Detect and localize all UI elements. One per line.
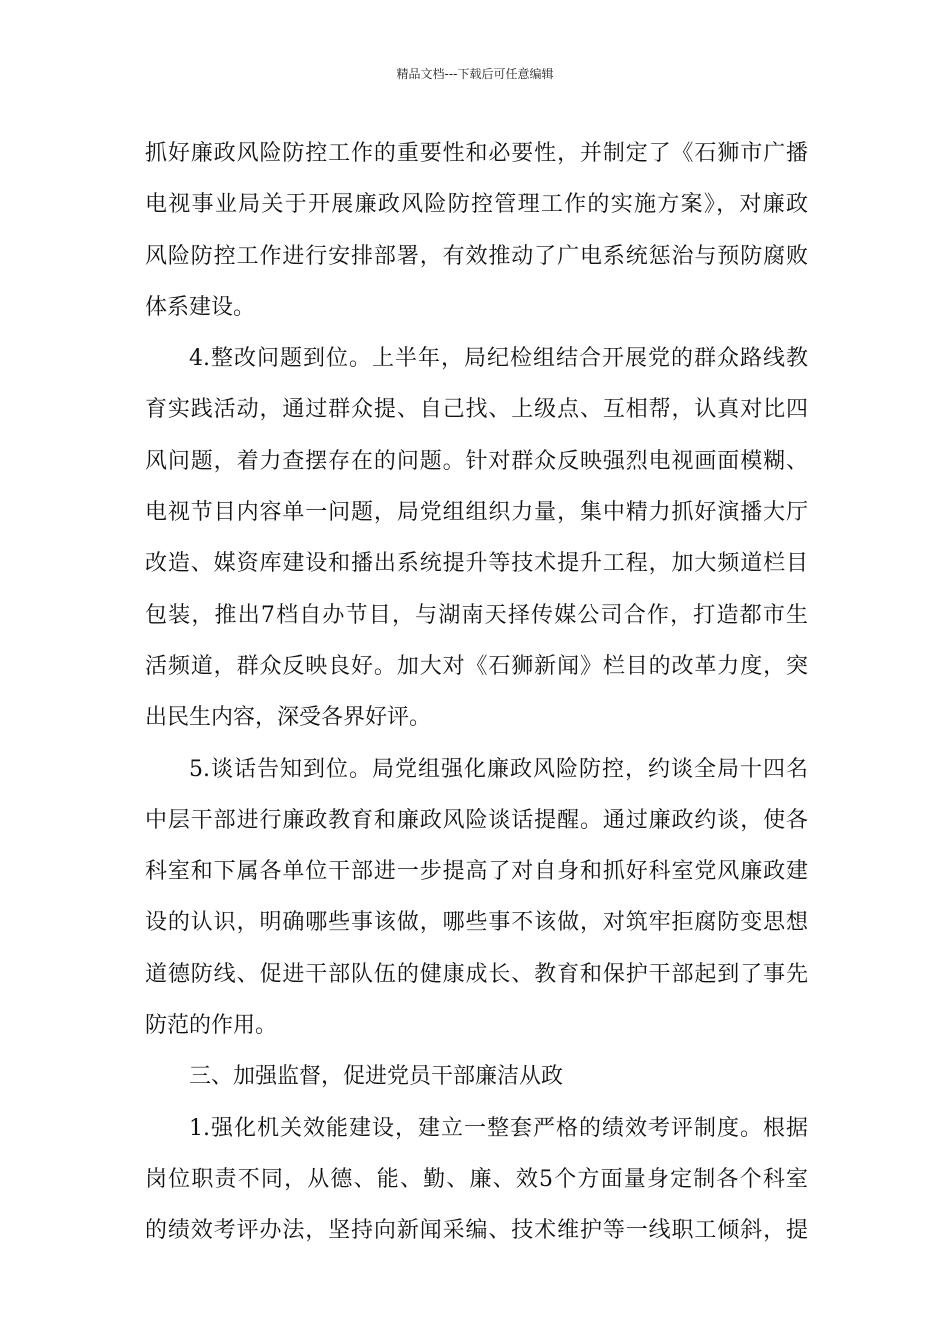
text-line: 风问题，着力查摆存在的问题。针对群众反映强烈电视画面模糊、	[145, 448, 808, 474]
paragraph-start-line: 5.谈话告知到位。局党组强化廉政风险防控，约谈全局十四名	[189, 756, 808, 782]
text-line: 电视节目内容单一问题，局党组组织力量，集中精力抓好演播大厅	[145, 500, 808, 526]
paragraph-start-line: 4.整改问题到位。上半年，局纪检组结合开展党的群众路线教	[189, 346, 808, 372]
text-line: 出民生内容，深受各界好评。	[145, 705, 432, 731]
text-line: 设的认识，明确哪些事该做，哪些事不该做，对筑牢拒腐防变思想	[145, 910, 808, 936]
body-text	[145, 128, 808, 1257]
text-line: 中层干部进行廉政教育和廉政风险谈话提醒。通过廉政约谈，使各	[145, 807, 808, 833]
paragraph-start-line: 1.强化机关效能建设，建立一整套严格的绩效考评制度。根据	[189, 1115, 808, 1141]
text-line: 改造、媒资库建设和播出系统提升等技术提升工程，加大频道栏目	[145, 551, 808, 577]
text-line: 风险防控工作进行安排部署，有效推动了广电系统惩治与预防腐败	[145, 243, 808, 269]
text-line: 育实践活动，通过群众提、自己找、上级点、互相帮，认真对比四	[145, 397, 808, 423]
text-line: 道德防线、促进干部队伍的健康成长、教育和保护干部起到了事先	[145, 961, 808, 987]
text-line: 包装，推出7档自办节目，与湖南天择传媒公司合作，打造都市生	[145, 602, 808, 628]
text-line: 抓好廉政风险防控工作的重要性和必要性，并制定了《石狮市广播	[145, 141, 808, 166]
section-heading: 三、加强监督，促进党员干部廉洁从政	[189, 1064, 564, 1090]
text-line: 电视事业局关于开展廉政风险防控管理工作的实施方案》，对廉政	[145, 192, 808, 218]
page-header: 精品文档---下载后可任意编辑	[396, 67, 554, 81]
text-line: 体系建设。	[145, 294, 256, 320]
text-line: 防范的作用。	[145, 1013, 278, 1039]
text-line: 岗位职责不同，从德、能、勤、廉、效5个方面量身定制各个科室	[145, 1166, 808, 1192]
text-line: 科室和下属各单位干部进一步提高了对自身和抓好科室党风廉政建	[145, 859, 808, 885]
text-line: 的绩效考评办法，坚持向新闻采编、技术维护等一线职工倾斜，提	[145, 1218, 808, 1244]
text-line: 活频道，群众反映良好。加大对《石狮新闻》栏目的改革力度，突	[145, 653, 808, 679]
